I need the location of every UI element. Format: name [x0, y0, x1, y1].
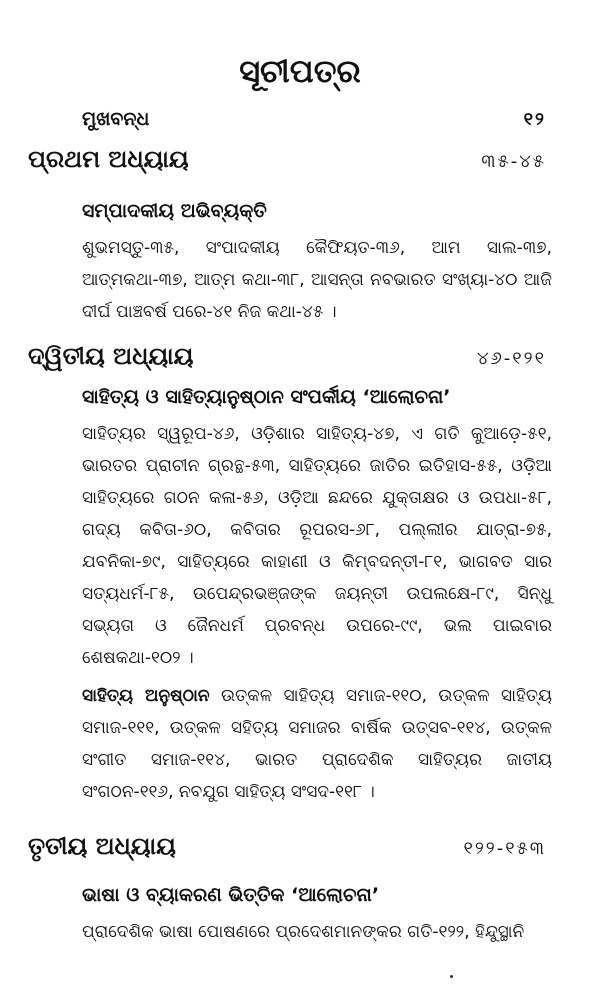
chapter-1-text: ଶୁଭମସ୍ତୁ-୩୫, ସଂପାଦକୀୟ କୈଫିୟତ-୩୬, ଆମ ସାଲ-୩୭, ଆତ୍ମକଥା-୩୭, ଆତ୍ମ କଥା-୩୮, ଆସନ୍ତା ନବଭାରତ ସଂଖ୍ୟା-୪୦ ଆଜି ଦୀର୍ଘ ପାଞ୍ଚବର୍ଷ ପରେ-୪୧ ନିଜ କଥା-୪୫ । — [82, 238, 552, 322]
preface-pages: ୧୨ — [523, 109, 546, 130]
chapter-1-pages: ୩୫-୪୫ — [481, 151, 546, 172]
chapter-3-title: ତୃତୀୟ ଅଧ୍ୟାୟ — [28, 832, 176, 860]
chapter-1-heading: ସମ୍ପାଦକୀୟ ଅଭିବ୍ୟକ୍ତି — [82, 200, 267, 222]
preface-label: ମୁଖବନ୍ଧ — [82, 108, 150, 130]
toc-entry-preface — [82, 108, 546, 130]
chapter-3-row — [28, 832, 546, 860]
page-title: ସୂଚୀପତ୍ର — [239, 52, 361, 90]
chapter-3-heading: ଭାଷା ଓ ବ୍ୟାକରଣ ଭିତ୍ତିକ ‘ଆଲୋଚନା’ — [82, 884, 380, 906]
chapter-2-institutions — [82, 680, 552, 808]
chapter-1-row — [28, 145, 546, 173]
institutions-lead: ସାହିତ୍ୟ ଅନୁଷ୍ଠାନ — [82, 686, 210, 706]
chapter-2-row — [28, 342, 546, 370]
chapter-2-text: ସାହିତ୍ୟର ସ୍ୱରୂପ-୪୬, ଓଡ଼ିଶାର ସାହିତ୍ୟ-୪୭, ଏ ଗତି କୁଆଡ଼େ-୫୧, ଭାରତର ପ୍ରାଚୀନ ଗ୍ରନ୍ଥ-୫୩, ସାହିତ୍ୟରେ ଜାତିର ଇତିହାସ-୫୫, ଓଡ଼ିଆ ସାହିତ୍ୟରେ ଗଠନ କଳା-୫୬, ଓଡ଼ିଆ ଛନ୍ଦରେ ଯୁକ୍ତାକ୍ଷର ଓ ଉପଧା-୫୮, ଗଦ୍ୟ କବିତା-୬୦, କବିତାର ରୂପରସ-୬୮, ପଲ୍ଲୀର ଯାତ୍ରା-୭୫, ଯବନିକା-୭୯, ସାହିତ୍ୟରେ କାହାଣୀ ଓ କିମ୍ବଦନ୍ତୀ-୮୧, ଭାଗବତ ସାର ସତ୍ୟଧର୍ମ-୮୫, ଉପେନ୍ଦ୍ରଭଞ୍ଜଙ୍କ ଜୟନ୍ତୀ ଉପଲକ୍ଷେ-୮୯, ସିନ୍ଧୁ ସଭ୍ୟତା ଓ ଜୈନଧର୍ମ ପ୍ରବନ୍ଧ ଉପରେ-୯୯, ଭଲ ପାଇବାର ଶେଷକଥା-୧୦୨ । — [82, 424, 552, 668]
chapter-3-pages: ୧୨୨-୧୫୩ — [463, 838, 546, 859]
institutions-text: ଉତ୍କଳ ସାହିତ୍ୟ ସମାଜ-୧୧୦, ଉତ୍କଳ ସାହିତ୍ୟ ସମାଜ-୧୧୧, ଉତ୍କଳ ସହିତ୍ୟ ସମାଜର ବାର୍ଷିକ ଉତ୍ସବ-୧୧୪, ଉତ୍କଳ ସଂଗୀତ ସମାଜ-୧୧୪, ଭାରତ ପ୍ରାଦେଶିକ ସାହିତ୍ୟର ଜାତୀୟ ସଂଗଠନ-୧୧୬, ନବଯୁଗ ସାହିତ୍ୟ ସଂସଦ-୧୧୮ । — [82, 686, 552, 802]
chapter-2-title: ଦ୍ୱିତୀୟ ଅଧ୍ୟାୟ — [28, 342, 194, 370]
chapter-1-title: ପ୍ରଥମ ଅଧ୍ୟାୟ — [28, 145, 189, 173]
chapter-2-pages: ୪୬-୧୨୧ — [476, 348, 546, 369]
chapter-2-heading: ସାହିତ୍ୟ ଓ ସାହିତ୍ୟାନୁଷ୍ଠାନ ସଂପର୍କୀୟ ‘ଆଲୋଚନା’ — [82, 386, 451, 408]
page-speck — [450, 975, 453, 978]
chapter-3-text: ପ୍ରାଦେଶିକ ଭାଷା ପୋଷଣରେ ପ୍ରଦେଶମାନଙ୍କର ଗତି-୧୨୨, ହିନ୍ଦୁସ୍ଥାନି — [82, 922, 525, 942]
